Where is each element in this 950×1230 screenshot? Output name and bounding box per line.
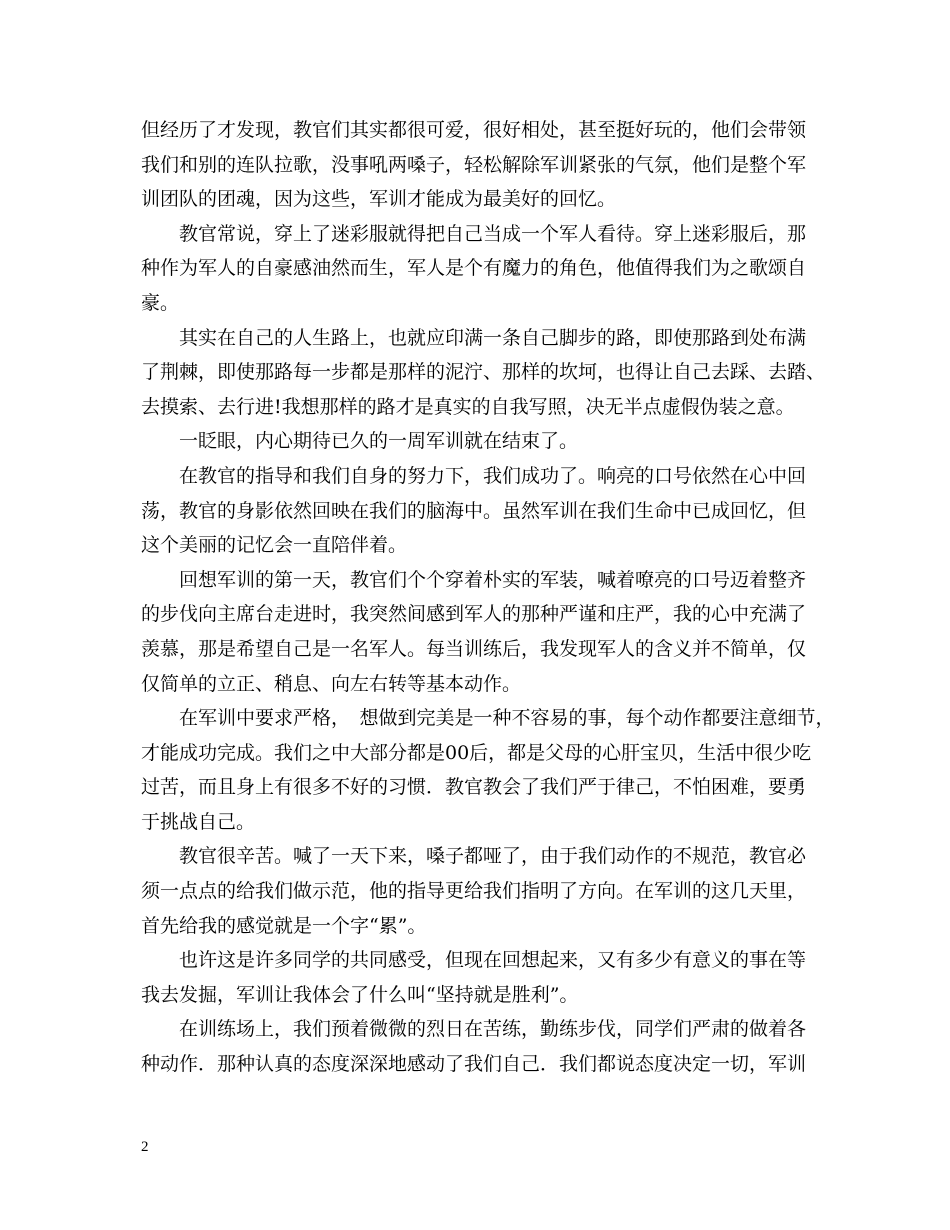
page-number: 2 bbox=[141, 1139, 149, 1155]
text-line: 仅简单的立正、稍息、向左右转等基本动作。 bbox=[141, 672, 522, 695]
text-line: 去摸索、去行进!我想那样的路才是真实的自我写照，决无半点虚假伪装之意。 bbox=[141, 395, 795, 418]
text-line: 在训练场上，我们预着微微的烈日在苦练，勤练步伐，同学们严肃的做着各 bbox=[179, 1018, 807, 1041]
text-line: 才能成功完成。我们之中大部分都是00后，都是父母的心肝宝贝，生活中很少吃 bbox=[141, 741, 812, 764]
text-line: 荡，教官的身影依然回映在我们的脑海中。虽然军训在我们生命中已成回忆，但 bbox=[141, 499, 807, 522]
text-line: 于挑战自己。 bbox=[141, 810, 256, 833]
text-line: 羡慕，那是希望自己是一名军人。每当训练后，我发现军人的含义并不简单，仅 bbox=[141, 637, 807, 660]
document-body bbox=[141, 113, 835, 1082]
text-line: 这个美丽的记忆会一直陪伴着。 bbox=[141, 534, 408, 557]
text-line: 首先给我的感觉就是一个字“累”。 bbox=[141, 914, 427, 937]
text-line: 须一点点的给我们做示范，他的指导更给我们指明了方向。在军训的这几天里， bbox=[141, 880, 807, 903]
text-line: 教官常说，穿上了迷彩服就得把自己当成一个军人看待。穿上迷彩服后，那 bbox=[179, 222, 807, 245]
text-line: 了荆棘，即使那路每一步都是那样的泥泞、那样的坎坷，也得让自己去踩、去踏、 bbox=[141, 361, 826, 384]
text-line: 我去发掘，军训让我体会了什么叫“坚持就是胜利”。 bbox=[141, 983, 579, 1006]
text-line: 回想军训的第一天，教官们个个穿着朴实的军装，喊着嘹亮的口号迈着整齐 bbox=[179, 568, 807, 591]
text-line: 一眨眼，内心期待已久的一周军训就在结束了。 bbox=[179, 430, 579, 453]
text-line: 豪。 bbox=[141, 291, 180, 314]
text-line: 在教官的指导和我们自身的努力下，我们成功了。响亮的口号依然在心中回 bbox=[179, 464, 807, 487]
text-line: 训团队的团魂，因为这些，军训才能成为最美好的回忆。 bbox=[141, 188, 617, 211]
text-line: 过苦，而且身上有很多不好的习惯．教官教会了我们严于律己，不怕困难，要勇 bbox=[141, 776, 807, 799]
text-line: 但经历了才发现，教官们其实都很可爱，很好相处，甚至挺好玩的，他们会带领 bbox=[141, 119, 807, 141]
text-line: 其实在自己的人生路上，也就应印满一条自己脚步的路，即使那路到处布满 bbox=[179, 326, 807, 349]
text-line: 的步伐向主席台走进时，我突然间感到军人的那种严谨和庄严，我的心中充满了 bbox=[141, 603, 807, 626]
text-line: 教官很辛苦。喊了一天下来，嗓子都哑了，由于我们动作的不规范，教官必 bbox=[179, 845, 807, 868]
text-line: 在军训中要求严格， 想做到完美是一种不容易的事，每个动作都要注意细节， bbox=[179, 707, 835, 730]
text-line: 我们和别的连队拉歌，没事吼两嗓子，轻松解除军训紧张的气氛，他们是整个军 bbox=[141, 153, 807, 176]
text-line: 种作为军人的自豪感油然而生，军人是个有魔力的角色，他值得我们为之歌颂自 bbox=[141, 257, 807, 280]
text-line: 也许这是许多同学的共同感受，但现在回想起来，又有多少有意义的事在等 bbox=[179, 949, 807, 972]
text-line: 种动作．那种认真的态度深深地感动了我们自己．我们都说态度决定一切，军训 bbox=[141, 1053, 807, 1076]
